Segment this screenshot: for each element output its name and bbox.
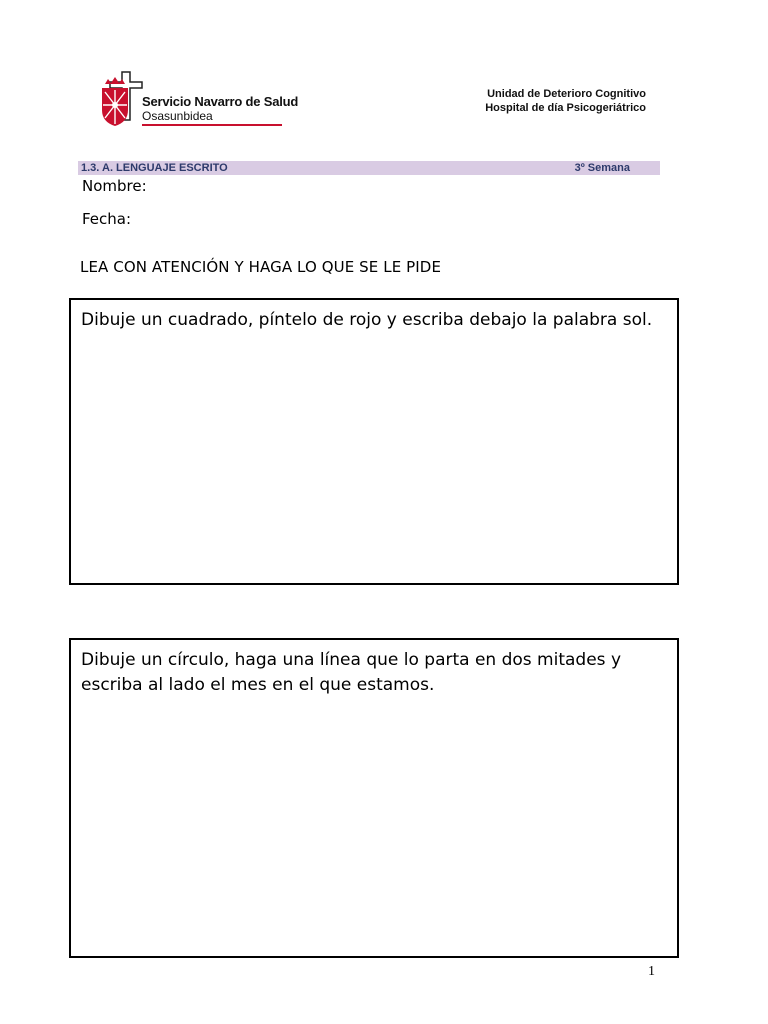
- unit-line-1: Unidad de Deterioro Cognitivo: [487, 88, 646, 100]
- unit-heading: [440, 87, 646, 115]
- task-text-1: Dibuje un cuadrado, píntelo de rojo y escriba debajo la palabra sol.: [81, 310, 653, 330]
- page-number: 1: [648, 964, 655, 979]
- unit-line-2: Hospital de día Psicogeriátrico: [485, 102, 646, 114]
- name-field-label: Nombre:: [82, 177, 147, 195]
- instruction-heading: LEA CON ATENCIÓN Y HAGA LO QUE SE LE PIDE: [80, 258, 442, 276]
- health-service-logo: [94, 70, 299, 132]
- task-box-2[interactable]: [69, 638, 679, 958]
- section-title: 1.3. A. LENGUAJE ESCRITO: [81, 162, 228, 174]
- logo-name: Servicio Navarro de Salud: [142, 94, 299, 109]
- section-bar: [78, 161, 660, 175]
- task-box-1[interactable]: [69, 298, 679, 585]
- task-text-2: Dibuje un círculo, haga una línea que lo parta en dos mitades y escriba al lado el mes en el que estamos.: [81, 650, 621, 695]
- section-week: 3º Semana: [574, 162, 630, 174]
- date-field-label: Fecha:: [82, 210, 132, 228]
- logo-subtitle: Osasunbidea: [142, 109, 213, 123]
